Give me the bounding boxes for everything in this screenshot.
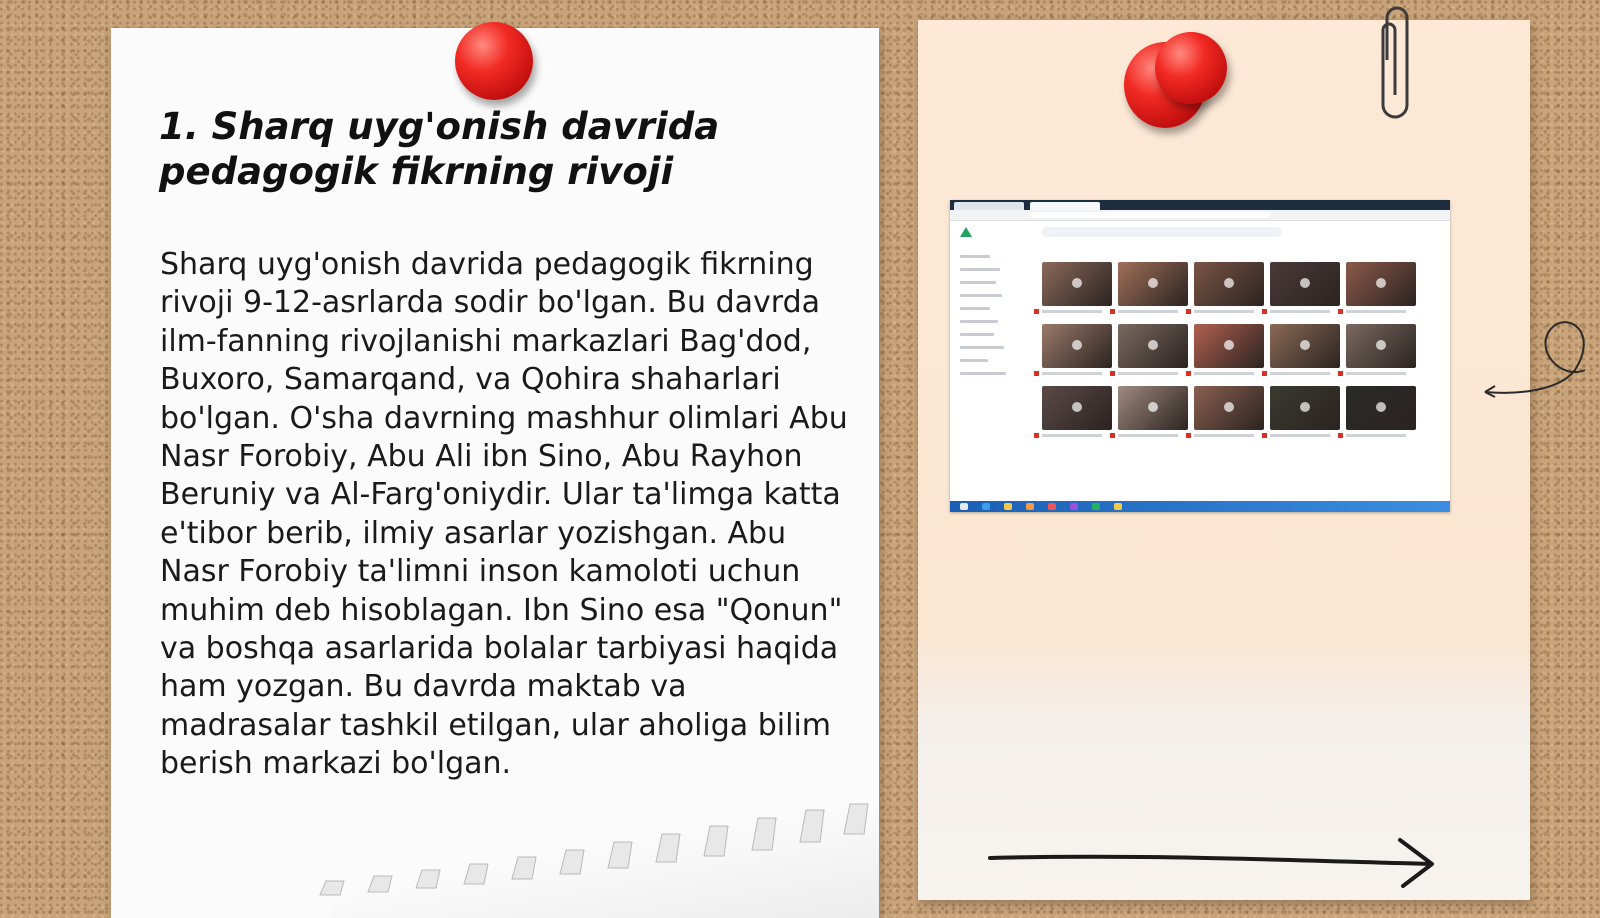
- curly-arrow-doodle: [1480, 310, 1595, 410]
- browser-tab: [954, 202, 1024, 210]
- video-thumbnail: [1346, 262, 1416, 306]
- file-caption: [1194, 310, 1254, 313]
- file-caption: [1270, 434, 1330, 437]
- video-thumbnail: [1042, 262, 1112, 306]
- file-caption: [1042, 372, 1102, 375]
- video-thumbnail: [1118, 262, 1188, 306]
- file-caption: [1118, 434, 1178, 437]
- pushpin-icon: [1155, 32, 1227, 104]
- file-caption: [1270, 372, 1330, 375]
- file-caption: [1042, 310, 1102, 313]
- file-caption: [1042, 434, 1102, 437]
- video-thumbnail: [1270, 386, 1340, 430]
- video-thumbnail: [1270, 262, 1340, 306]
- video-thumbnail: [1042, 386, 1112, 430]
- url-field: [1030, 212, 1270, 218]
- arrow-right-icon: [985, 830, 1445, 890]
- browser-tab-bar: [950, 200, 1450, 210]
- video-thumbnail: [1194, 386, 1264, 430]
- pushpin-icon: [455, 22, 533, 100]
- video-thumbnail: [1346, 386, 1416, 430]
- torn-paper-edge: [300, 800, 880, 900]
- video-thumbnail: [1118, 386, 1188, 430]
- windows-taskbar: [950, 501, 1450, 512]
- file-caption: [1346, 372, 1406, 375]
- embedded-screenshot: [950, 200, 1450, 512]
- file-caption: [1194, 434, 1254, 437]
- video-thumbnail: [1194, 324, 1264, 368]
- drive-file-grid: [1042, 262, 1416, 430]
- drive-sidebar: [960, 255, 1030, 385]
- drive-search-box: [1042, 227, 1282, 237]
- video-thumbnail: [1270, 324, 1340, 368]
- slide-title: 1. Sharq uyg'onish davrida pedagogik fikrning rivoji: [159, 105, 720, 193]
- file-caption: [1118, 310, 1178, 313]
- paperclip-icon: [1373, 0, 1423, 125]
- file-caption: [1270, 310, 1330, 313]
- file-caption: [1194, 372, 1254, 375]
- slide-body-text: Sharq uyg'onish davrida pedagogik fikrning rivoji 9-12-asrlarda sodir bo'lgan. Bu davrda ilm-fanning rivojlanishi markazlari Bag'dod, Buxoro, Samarqand, va Qohira shaharlari bo'lgan. O'sha davrning mashhur olimlari Abu Nasr Forobiy, Abu Ali ibn Sino, Abu Rayhon Beruniy va Al-Farg'oniydir. Ular ta'limga katta e'tibor berib, ilmiy asarlar yozishgan. Abu Nasr Forobiy ta'limni inson kamoloti uchun muhim deb hisoblagan. Ibn Sino esa "Qonun" va boshqa asarlarida bolalar tarbiyasi haqida ham yozgan. Bu davrda maktab va madrasalar tashkil etilgan, ular aholiga bilim berish markazi bo'lgan.: [160, 247, 848, 782]
- video-thumbnail: [1042, 324, 1112, 368]
- drive-logo-icon: [960, 227, 972, 237]
- video-thumbnail: [1118, 324, 1188, 368]
- video-thumbnail: [1194, 262, 1264, 306]
- file-caption: [1346, 434, 1406, 437]
- file-caption: [1346, 310, 1406, 313]
- video-thumbnail: [1346, 324, 1416, 368]
- browser-tab: [1030, 202, 1100, 210]
- file-caption: [1118, 372, 1178, 375]
